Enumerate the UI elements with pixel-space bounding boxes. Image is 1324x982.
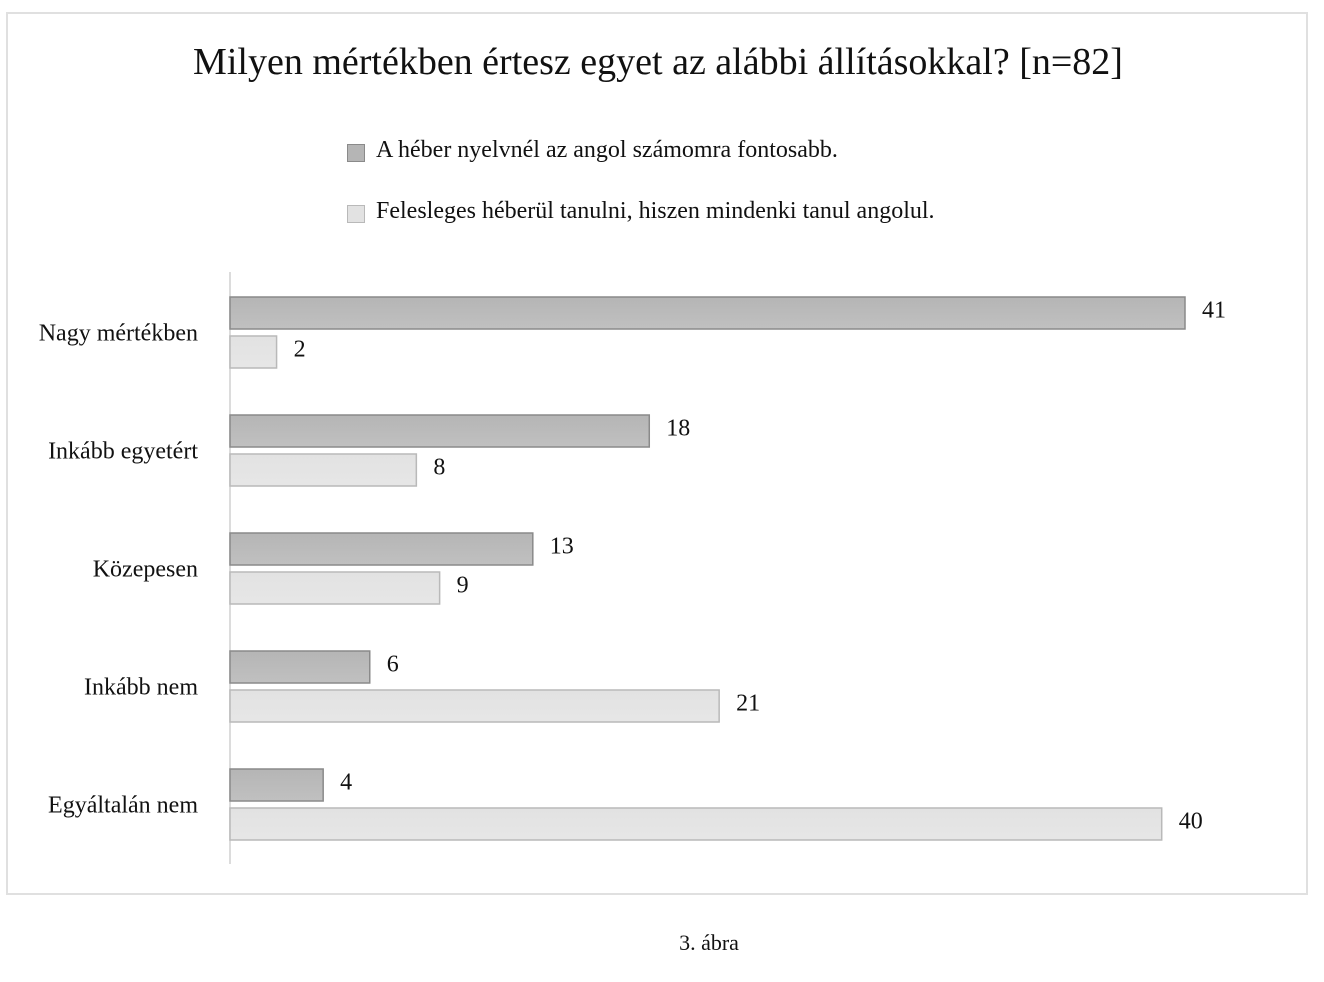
legend-label-series-2: Felesleges héberül tanulni, hiszen mindenki tanul angolul. [376,198,935,224]
bar-series-2 [230,336,277,368]
data-label-series-1: 4 [340,769,353,796]
bar-series-1 [230,533,533,565]
category-label: Inkább egyetért [48,438,198,465]
data-label-series-2: 8 [433,454,446,481]
figure-caption: 3. ábra [679,930,739,955]
data-label-series-1: 6 [386,651,399,678]
bar-series-1 [230,651,370,683]
data-label-series-2: 21 [736,690,761,717]
bar-series-2 [230,808,1162,840]
bar-series-1 [230,297,1185,329]
data-label-series-2: 40 [1178,808,1203,835]
bar-series-2 [230,572,440,604]
category-label: Egyáltalán nem [48,792,198,819]
category-label: Inkább nem [84,674,198,701]
data-label-series-2: 9 [456,572,469,599]
bar-series-2 [230,690,719,722]
data-label-series-1: 13 [549,533,574,560]
data-label-series-1: 41 [1202,297,1226,324]
category-label: Közepesen [92,556,198,583]
chart-title: Milyen mértékben értesz egyet az alábbi állításokkal? [n=82] [193,41,1123,83]
bar-series-1 [230,769,323,801]
data-label-series-2: 2 [293,336,306,363]
bar-series-1 [230,415,649,447]
category-label: Nagy mértékben [38,320,198,347]
legend-label-series-1: A héber nyelvnél az angol számomra fontosabb. [376,137,838,163]
data-label-series-1: 18 [666,415,691,442]
bar-series-2 [230,454,416,486]
